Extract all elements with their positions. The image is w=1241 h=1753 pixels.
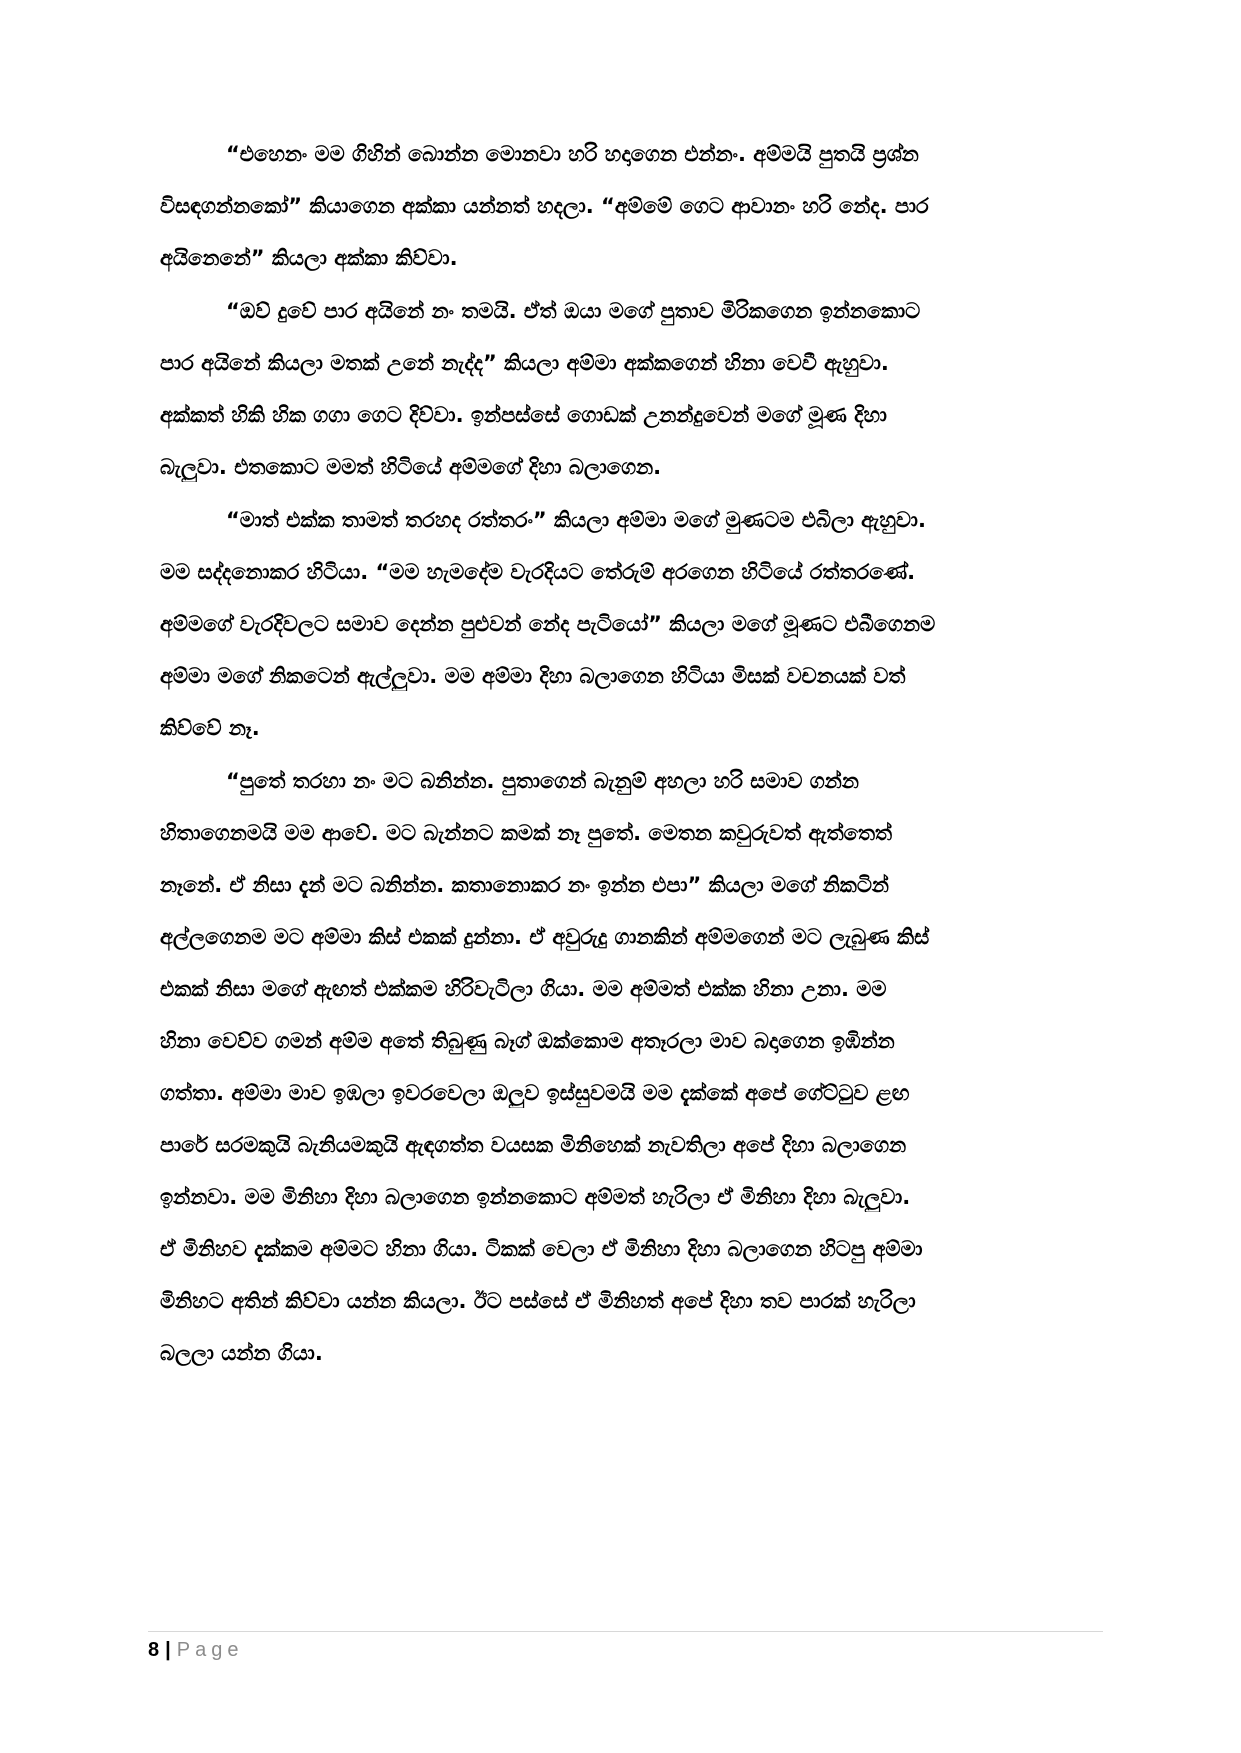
text-line: පාර අයිනේ කියලා මතක් උනේ නැද්ද” කියලා අම්මා අක්කගෙන් හිනා වෙවී ඇහුවා.: [160, 351, 889, 375]
text-line: “මාත් එක්ක තාමත් තරහද රත්තරං” කියලා අම්මා මගේ මුණටම එබිලා ඇහුවා.: [226, 508, 926, 532]
text-line: බැලුවා. එතකොට මමත් හිටියේ අම්මගේ දිහා බලාගෙන.: [160, 455, 662, 479]
text-line: කිව්වේ නෑ.: [160, 716, 260, 740]
page-number: 8: [148, 1639, 160, 1661]
text-line: අයිනෙනේ” කියලා අක්කා කිව්වා.: [160, 246, 458, 270]
text-line: හිනා වෙව්ව ගමන් අම්ම අතේ තිබුණු බෑග් ඔක්කොම අතෑරලා මාව බදාගෙන ඉඹින්න: [160, 1029, 895, 1053]
footer-divider: [148, 1631, 1103, 1632]
text-line: මම සද්දනොකර හිටියා. “මම හැමදේම වැරදියට තේරුම් අරගෙන හිටියේ රත්තරණේ.: [160, 560, 916, 584]
text-line: අක්කත් හිකි හික ගගා ගෙට දිව්වා. ඉන්පස්සේ ගොඩක් උනන්දුවෙන් මගේ මූණ දිහා: [160, 403, 887, 427]
page-footer: [148, 1638, 243, 1662]
text-line: පාරේ සරමකුයි බැනියමකුයි ඇඳගත්ත වයසක මිනිහෙක් නැවතිලා අපේ දිහා බලාගෙන: [160, 1133, 907, 1157]
text-line: නෑනේ. ඒ නිසා දැන් මට බනින්න. කතානොකර නං ඉන්න එපා” කියලා මගේ නිකටින්: [160, 873, 889, 897]
text-line: ඉන්නවා. මම මිනිහා දිහා බලාගෙන ඉන්නකොට අම්මත් හැරිලා ඒ මිනිහා දිහා බැලුවා.: [160, 1185, 911, 1209]
text-line: “එහෙනං මම ගිහින් බොන්න මොනවා හරි හදාගෙන එන්නං. අම්මයි පුතයි ප්‍රශ්න: [226, 142, 919, 166]
text-line: බලලා යන්න ගියා.: [160, 1341, 323, 1365]
text-line: අල්ලගෙනම මට අම්මා කිස් එකක් දුන්නා. ඒ අවුරුදු ගානකින් අම්මගෙන් මට ලැබුණ කිස්: [160, 925, 930, 949]
paragraph: [160, 767, 1100, 1368]
page-label: Page: [176, 1639, 244, 1661]
text-line: අම්මගේ වැරදිවලට සමාව දෙන්න පුළුවන් නේද පැටියෝ” කියලා මගේ මූණට එබීගෙනම: [160, 612, 936, 636]
text-line: ඒ මිනිහව දැක්කම අම්මට හිනා ගියා. ටිකක් වෙලා ඒ මිනිහා දිහා බලාගෙන හිටපු අම්මා: [160, 1237, 923, 1261]
paragraph: [160, 140, 1100, 273]
text-line: එකක් නිසා මගේ ඇඟත් එක්කම හිරිවැටිලා ගියා. මම අම්මත් එක්ක හිනා උනා. මම: [160, 977, 887, 1001]
footer-separator: |: [165, 1639, 171, 1661]
text-line: “ඔව් දුවේ පාර අයිනේ නං තමයි. ඒත් ඔයා මගේ පුතාව මිරිකගෙන ඉන්නකොට: [226, 299, 921, 323]
paragraph: [160, 297, 1100, 482]
text-line: හිතාගෙනමයි මම ආවේ. මට බැන්නට කමක් නෑ පුතේ. මෙතන කවුරුවත් ඇත්තෙත්: [160, 821, 893, 845]
text-line: විසඳගන්නකෝ” කියාගෙන අක්කා යන්නත් හදලා. “අම්මේ ගෙට ආවානං හරි නේද. පාර: [160, 194, 929, 218]
text-line: මිනිහට අතින් කිව්වා යන්න කියලා. ඊට පස්සේ ඒ මිනිහත් අපේ දිහා තව පාරක් හැරිලා: [160, 1289, 916, 1313]
story-body: [160, 140, 1100, 1392]
text-line: අම්මා මගේ නිකටෙන් ඇල්ලුවා. මම අම්මා දිහා බලාගෙන හිටියා මිසක් වචනයක් වත්: [160, 664, 906, 688]
text-line: “පුතේ තරහා නං මට බනින්න. පුතාගෙන් බැනුම් අහලා හරි සමාව ගන්න: [226, 769, 859, 793]
text-line: ගත්තා. අම්මා මාව ඉඹලා ඉවරවෙලා ඔලුව ඉස්සුවමයි මම දැක්කේ අපේ ගේට්ටුව ළඟ: [160, 1081, 910, 1105]
paragraph: [160, 506, 1100, 743]
